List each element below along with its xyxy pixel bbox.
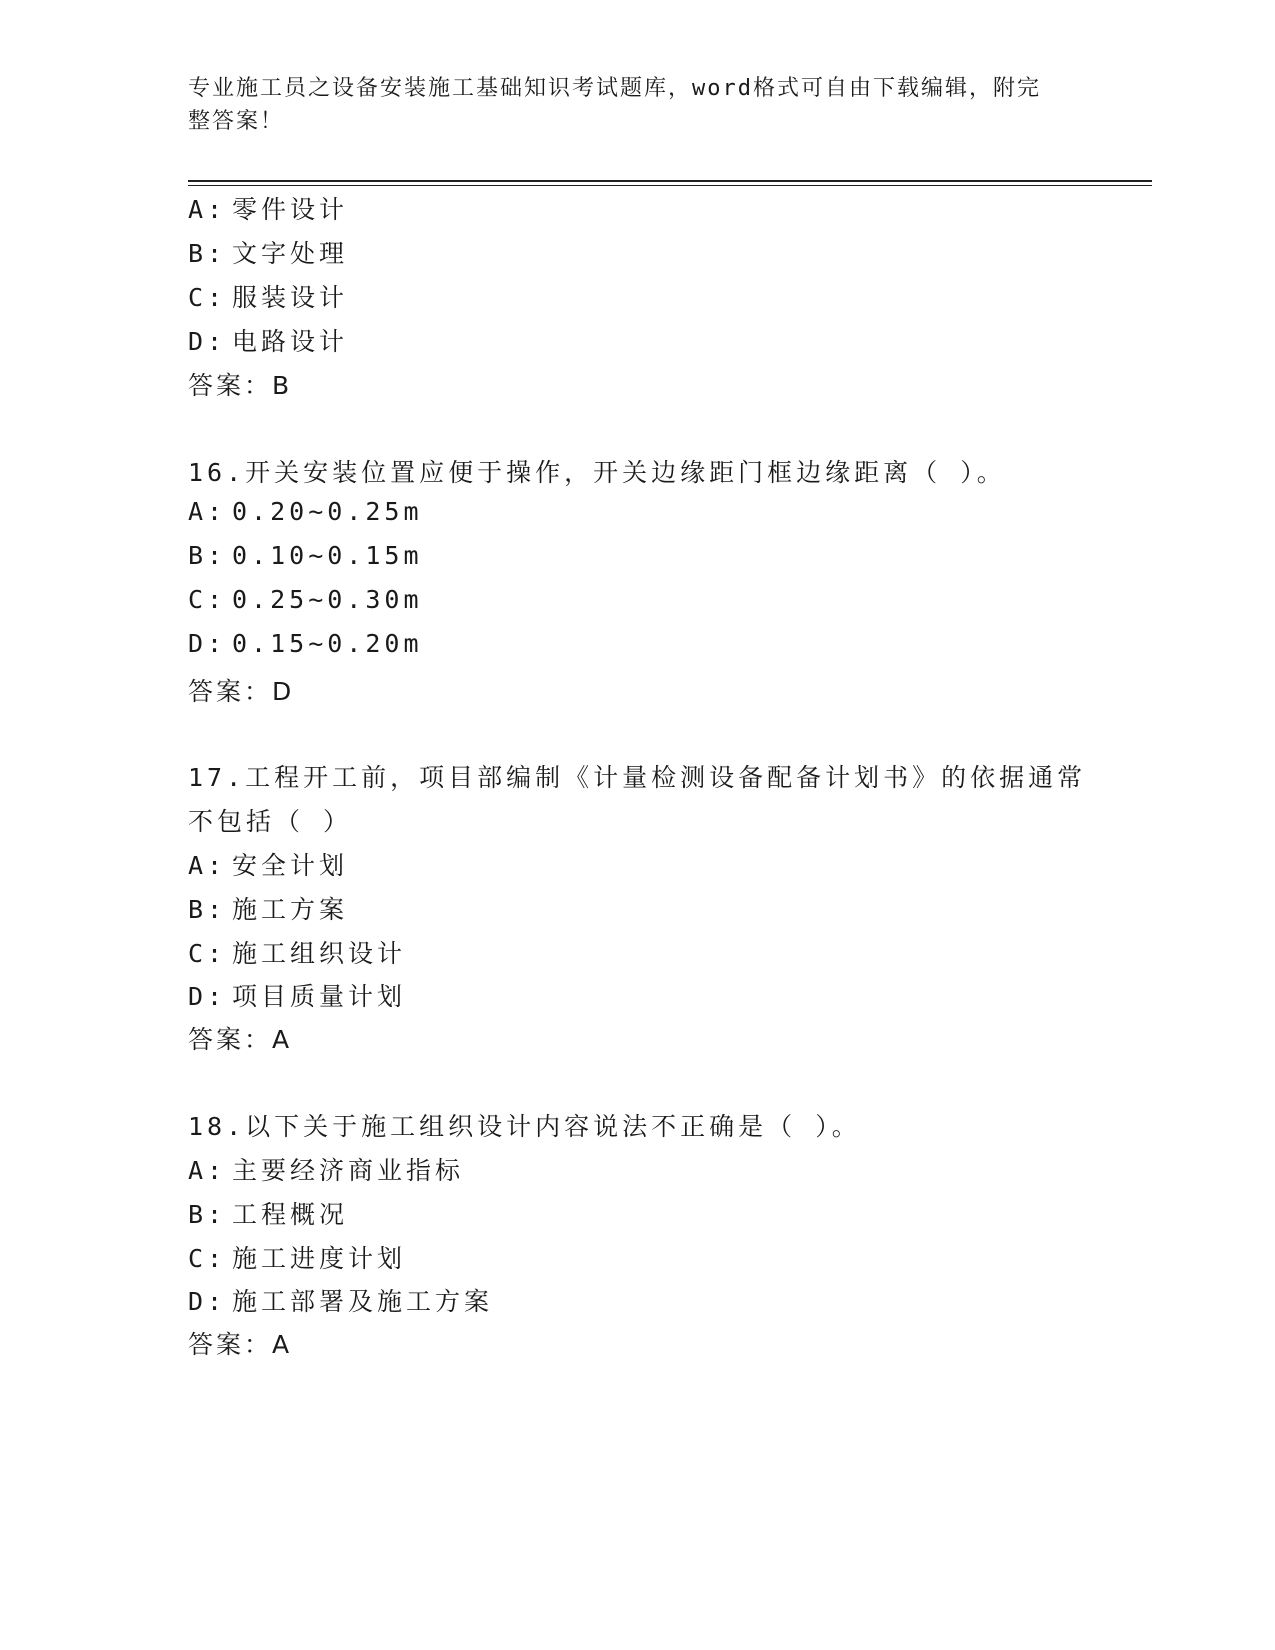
q18-option-b: B: 工程概况 — [188, 1200, 349, 1229]
q15-answer: 答案：B — [188, 371, 293, 400]
q15-option-c: C: 服装设计 — [188, 283, 349, 312]
q16-option-c: C: 0.25~0.30m — [188, 585, 423, 614]
q17-answer: 答案：A — [188, 1025, 293, 1054]
q15-option-b: B: 文字处理 — [188, 239, 349, 268]
q18-option-c: C: 施工进度计划 — [188, 1244, 407, 1273]
header-line-1: 专业施工员之设备安装施工基础知识考试题库，word格式可自由下载编辑，附完 — [188, 76, 1041, 101]
q17-stem-line-2: 不包括（ ） — [188, 807, 353, 836]
q15-option-a: A: 零件设计 — [188, 195, 349, 224]
header-line-2: 整答案！ — [188, 109, 285, 134]
q16-stem: 16.开关安装位置应便于操作，开关边缘距门框边缘距离（ ）。 — [188, 458, 1006, 487]
q17-stem-line-1: 17.工程开工前，项目部编制《计量检测设备配备计划书》的依据通常 — [188, 763, 1087, 792]
q16-option-b: B: 0.10~0.15m — [188, 541, 423, 570]
q17-option-a: A: 安全计划 — [188, 851, 349, 880]
q18-option-a: A: 主要经济商业指标 — [188, 1156, 465, 1185]
q15-option-d: D: 电路设计 — [188, 327, 349, 356]
q17-option-d: D: 项目质量计划 — [188, 982, 407, 1011]
q17-option-b: B: 施工方案 — [188, 895, 349, 924]
q16-option-d: D: 0.15~0.20m — [188, 629, 423, 658]
document-header — [188, 72, 1068, 138]
header-divider-thin — [188, 185, 1152, 186]
q18-answer: 答案：A — [188, 1330, 293, 1359]
q16-answer: 答案：D — [188, 677, 295, 706]
q18-stem: 18.以下关于施工组织设计内容说法不正确是（ ）。 — [188, 1112, 861, 1141]
q18-option-d: D: 施工部署及施工方案 — [188, 1287, 494, 1316]
q16-option-a: A: 0.20~0.25m — [188, 497, 423, 526]
header-divider-thick — [188, 180, 1152, 182]
q17-option-c: C: 施工组织设计 — [188, 939, 407, 968]
